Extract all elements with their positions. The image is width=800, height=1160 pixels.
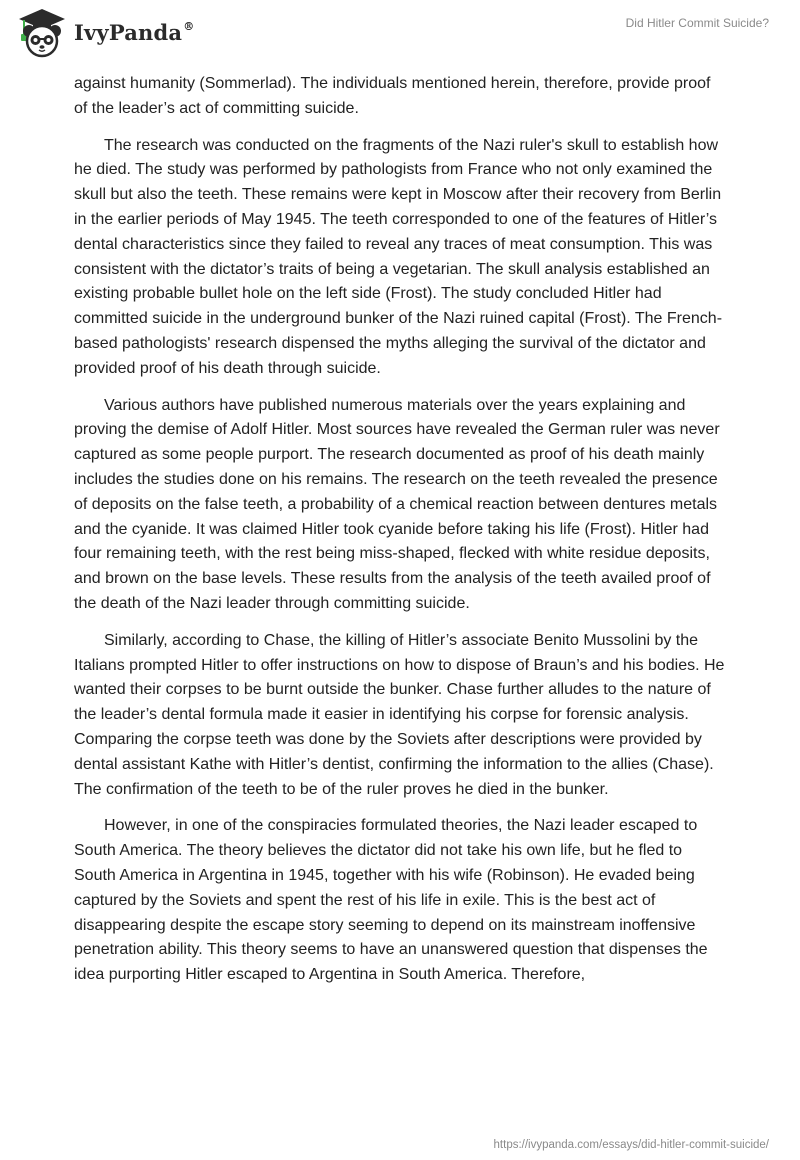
brand-logo[interactable] xyxy=(16,7,194,59)
paragraph: The research was conducted on the fragments of the Nazi ruler's skull to establish how he died. The study was performed by pathologists from France who not only examined the skull but also the teeth. These remains were kept in Moscow after their recovery from Berlin in the earlier periods of May 1945. The teeth corresponded to one of the features of Hitler’s dental characteristics since they failed to reveal any traces of meat consumption. This was consistent with the dictator’s traits of being a vegetarian. The skull analysis established an existing probable bullet hole on the left side (Frost). The study concluded Hitler had committed suicide in the underground bunker of the Nazi ruined capital (Frost). The French-based pathologists' research dispensed the myths alleging the survival of the dictator and provided proof of his death through suicide. xyxy=(74,136,723,377)
paragraph: Similarly, according to Chase, the killing of Hitler’s associate Benito Mussolini by the Italians prompted Hitler to offer instructions on how to dispose of Braun’s and his bodies. He wanted their corpses to be burnt outside the bunker. Chase further alludes to the nature of the leader’s dental formula made it easier in identifying his corpse for forensic analysis. Comparing the corpse teeth was done by the Soviets after descriptions were provided by dental assistant Kathe with Hitler’s dentist, confirming the information to the allies (Chase). The confirmation of the teeth to be of the ruler proves he died in the bunker. xyxy=(74,631,725,798)
panda-graduate-icon xyxy=(16,7,68,59)
paragraph: Various authors have published numerous materials over the years explaining and proving the demise of Adolf Hitler. Most sources have revealed the German ruler was never captured as some people purport. The research documented as proof of his death mainly includes the studies done on his remains. The research on the teeth revealed the presence of deposits on the false teeth, a probability of a chemical reaction between dentures metals and the cyanide. It was claimed Hitler took cyanide before taking his life (Frost). Hitler had four remaining teeth, with the rest being miss-shaped, flecked with white residue deposits, and brown on the base levels. These results from the analysis of the teeth availed proof of the death of the Nazi leader through committing suicide. xyxy=(74,396,720,612)
brand-name xyxy=(74,20,194,45)
document-title: Did Hitler Commit Suicide? xyxy=(625,16,769,30)
registered-mark: ® xyxy=(183,19,195,33)
paragraph-continued: against humanity (Sommerlad). The individuals mentioned herein, therefore, provide proof of the leader’s act of committing suicide. xyxy=(74,75,711,117)
brand-name-text: IvyPanda xyxy=(74,19,183,45)
page-header xyxy=(0,0,800,70)
source-url[interactable]: https://ivypanda.com/essays/did-hitler-commit-suicide/ xyxy=(493,1139,769,1151)
paragraph: However, in one of the conspiracies formulated theories, the Nazi leader escaped to South America. The theory believes the dictator did not take his own life, but he fled to South America in Argentina in 1945, together with his wife (Robinson). He evaded being captured by the Soviets and spent the rest of his life in exile. This is the best act of disappearing despite the escape story seeming to depend on its mainstream inoffensive penetration ability. This theory seems to have an unanswered question that dispenses the idea purporting Hitler escaped to Argentina in South America. Therefore, xyxy=(74,817,708,984)
essay-body xyxy=(74,72,728,1000)
